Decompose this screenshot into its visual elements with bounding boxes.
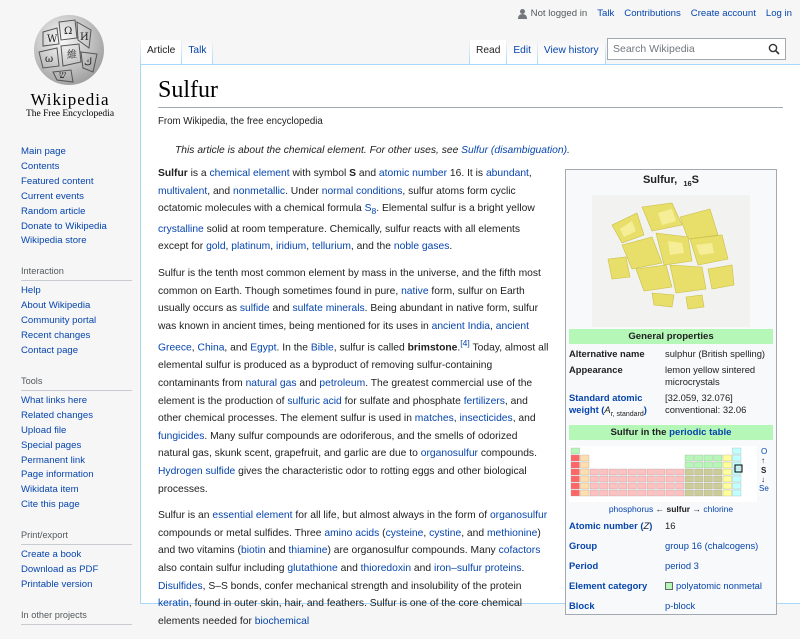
link[interactable]: natural gas bbox=[245, 378, 297, 389]
sidebar-print-item bbox=[21, 548, 140, 563]
ptable-cell bbox=[590, 476, 599, 482]
link[interactable]: thioredoxin bbox=[360, 562, 412, 574]
ptable-left-element[interactable]: phosphorus bbox=[608, 504, 654, 515]
period-label[interactable]: Period bbox=[569, 560, 599, 572]
link[interactable]: glutathione bbox=[287, 562, 338, 574]
ptable-cell bbox=[600, 476, 609, 482]
ptable-cell bbox=[695, 483, 704, 489]
sidebar-nav-link[interactable]: Current events bbox=[21, 190, 84, 202]
period-row bbox=[566, 554, 776, 574]
link[interactable]: gold bbox=[206, 241, 226, 253]
ptable-cell bbox=[704, 483, 713, 489]
sidebar-tools-link[interactable]: Cite this page bbox=[21, 499, 80, 511]
login-link[interactable]: Log in bbox=[765, 8, 792, 19]
svg-text:維: 維 bbox=[67, 50, 77, 61]
sidebar-interaction-link[interactable]: About Wikipedia bbox=[21, 300, 91, 312]
atomic-number-z: Z bbox=[643, 520, 650, 532]
sidebar-print-item bbox=[21, 563, 140, 578]
alt-name-row bbox=[566, 346, 776, 362]
sidebar-tools-item bbox=[21, 394, 140, 409]
atomic-weight-range: [32.059, 32.076] bbox=[665, 392, 733, 404]
ptable-cell bbox=[657, 490, 666, 496]
sidebar-interaction-link[interactable]: Help bbox=[21, 285, 41, 297]
ptable-cell bbox=[609, 476, 618, 482]
ptable-cell bbox=[581, 490, 590, 496]
paragraph: Sulfur is a chemical element with symbol S and atomic number 16. It is abundant, multivalent, and nonmetallic. Under normal conditions, sulfur atoms form cyclic octatomic molecules with a chemical formula $S_8$. Elemental sulfur is a bright yellow crystalline solid at room temperature. Chemically, sulfur reacts with all elements except for gold, platinum, iridium, tellurium, and the noble gases. bbox=[158, 168, 535, 253]
sidebar-interaction-item bbox=[21, 299, 140, 314]
infobox-title-sub: 16 bbox=[683, 179, 692, 189]
sidebar-nav-item bbox=[21, 234, 140, 249]
ptable-cell bbox=[685, 476, 694, 482]
link[interactable]: fertilizers bbox=[463, 395, 505, 407]
ptable-cell bbox=[704, 455, 713, 461]
periodic-table-link[interactable]: periodic table bbox=[669, 427, 732, 439]
ptable-right-arrow: → bbox=[692, 504, 701, 515]
link[interactable]: multivalent bbox=[158, 185, 208, 197]
tab-article[interactable]: Article bbox=[141, 40, 181, 65]
ptable-up-element[interactable]: O bbox=[761, 447, 768, 457]
link[interactable]: essential element bbox=[212, 510, 293, 522]
ptable-cell bbox=[657, 469, 666, 475]
ptable-cell bbox=[647, 490, 656, 496]
ptable-cell bbox=[600, 483, 609, 489]
sidebar-print-list bbox=[21, 548, 140, 593]
svg-text:И: И bbox=[80, 32, 89, 43]
ptable-cell bbox=[666, 490, 675, 496]
link[interactable]: biochemical bbox=[254, 615, 310, 627]
ptable-cell bbox=[628, 490, 637, 496]
ptable-cell bbox=[657, 483, 666, 489]
ptable-cell bbox=[609, 483, 618, 489]
ptable-cell bbox=[695, 455, 704, 461]
ptable-down-arrow: ↓ bbox=[761, 475, 765, 485]
sulfur-image[interactable] bbox=[592, 195, 750, 327]
atomic-weight-label-a: A bbox=[604, 404, 611, 416]
ptable-cell bbox=[647, 483, 656, 489]
sidebar-print-link[interactable]: Create a book bbox=[21, 549, 82, 561]
link[interactable]: platinum bbox=[231, 241, 271, 253]
ptable-cell bbox=[571, 476, 580, 482]
periodic-table-heading bbox=[569, 425, 773, 440]
namespace-tabs bbox=[140, 40, 213, 65]
appearance-row bbox=[566, 362, 776, 390]
create-account-link[interactable]: Create account bbox=[690, 8, 756, 19]
logo-tagline: The Free Encyclopedia bbox=[25, 109, 115, 119]
sidebar-tools-link[interactable]: Special pages bbox=[21, 439, 82, 451]
ptable-cell bbox=[676, 469, 685, 475]
ptable-cell bbox=[638, 476, 647, 482]
not-logged-in bbox=[517, 8, 588, 19]
ptable-cell bbox=[628, 483, 637, 489]
hatnote bbox=[175, 145, 570, 156]
ptable-cell bbox=[733, 483, 742, 489]
sidebar-tools-item bbox=[21, 483, 140, 498]
category-row bbox=[566, 574, 776, 594]
ptable-cell bbox=[600, 490, 609, 496]
atomic-number-value: 16 bbox=[665, 520, 676, 532]
tab-talk[interactable]: Talk bbox=[182, 40, 212, 65]
sidebar-tools-link[interactable]: Related changes bbox=[21, 409, 94, 421]
appearance-value: lemon yellow sintered microcrystals bbox=[665, 364, 756, 388]
ptable-cell bbox=[685, 469, 694, 475]
link[interactable]: atomic number bbox=[378, 168, 448, 179]
ptable-cell bbox=[600, 469, 609, 475]
sidebar-interaction-item bbox=[21, 284, 140, 299]
link[interactable]: ancient Greece bbox=[158, 320, 529, 354]
ptable-cell bbox=[704, 476, 713, 482]
ptable-cell bbox=[733, 448, 742, 454]
sidebar-tools-item bbox=[21, 468, 140, 483]
ptable-cell bbox=[638, 469, 647, 475]
content-area bbox=[140, 64, 800, 627]
atomic-number-label-text: Atomic number bbox=[569, 520, 638, 532]
sidebar-interaction-link[interactable]: Recent changes bbox=[21, 330, 91, 342]
link[interactable]: keratin bbox=[158, 598, 189, 610]
ptable-cell bbox=[714, 490, 723, 496]
group-value[interactable]: group 16 (chalcogens) bbox=[665, 540, 759, 552]
sidebar-nav-item bbox=[21, 220, 140, 235]
ptable-cell bbox=[647, 476, 656, 482]
ptable-cell bbox=[590, 490, 599, 496]
link[interactable]: organosulfur bbox=[420, 448, 478, 460]
sidebar-tools-link[interactable]: Permanent link bbox=[21, 454, 85, 466]
atomic-number-row bbox=[566, 516, 776, 534]
link[interactable]: biotin bbox=[240, 545, 266, 557]
sidebar-interaction-item bbox=[21, 329, 140, 344]
sidebar-nav-link[interactable]: Main page bbox=[21, 146, 66, 157]
ptable-cell bbox=[571, 462, 580, 468]
sidebar-nav-link[interactable]: Random article bbox=[21, 205, 86, 217]
sidebar-heading-interaction: Interaction bbox=[21, 262, 132, 281]
sidebar-print bbox=[0, 526, 140, 593]
sidebar-nav-item bbox=[21, 160, 140, 175]
article-body bbox=[158, 165, 550, 639]
ptable-cell bbox=[609, 469, 618, 475]
appearance-label: Appearance bbox=[569, 364, 623, 376]
sidebar-tools-item bbox=[21, 454, 140, 469]
link[interactable]: Hydrogen sulfide bbox=[158, 465, 236, 477]
link[interactable]: iron–sulfur proteins bbox=[433, 562, 522, 574]
link[interactable]: Disulfides bbox=[158, 580, 203, 592]
svg-text:Ω: Ω bbox=[64, 26, 73, 37]
link[interactable]: $S_8$ bbox=[364, 203, 377, 217]
sidebar bbox=[0, 140, 140, 638]
ptable-cell bbox=[685, 455, 694, 461]
ptable-cell bbox=[619, 490, 628, 496]
ptable-cell bbox=[723, 455, 732, 461]
ptable-cell bbox=[647, 469, 656, 475]
ptable-cell bbox=[676, 490, 685, 496]
link[interactable]: abundant bbox=[485, 168, 529, 179]
periodic-table-heading-text: Sulfur in the bbox=[610, 427, 670, 439]
ptable-cell bbox=[571, 448, 580, 454]
ptable-cell bbox=[676, 483, 685, 489]
ptable-cell bbox=[638, 483, 647, 489]
ptable-cell bbox=[733, 490, 742, 496]
ptable-current-element: S bbox=[761, 466, 767, 476]
not-logged-in-label: Not logged in bbox=[530, 8, 588, 19]
ptable-cell bbox=[581, 469, 590, 475]
ptable-down-element[interactable]: Se bbox=[759, 484, 769, 494]
personal-tools bbox=[517, 8, 792, 19]
link[interactable]: methionine bbox=[486, 527, 538, 539]
ptable-cell bbox=[723, 476, 732, 482]
ptable-cell bbox=[666, 476, 675, 482]
hatnote-link[interactable]: Sulfur (disambiguation) bbox=[461, 145, 568, 156]
talk-link[interactable]: Talk bbox=[597, 8, 615, 19]
block-value[interactable]: p-block bbox=[665, 600, 696, 612]
sidebar-print-item bbox=[21, 578, 140, 593]
link[interactable]: iridium bbox=[275, 241, 307, 253]
link[interactable]: insecticides bbox=[459, 413, 513, 425]
svg-text:ω: ω bbox=[45, 54, 54, 65]
atomic-weight-label-end: ) bbox=[643, 404, 647, 416]
ptable-cell bbox=[723, 469, 732, 475]
svg-text:ש: ש bbox=[59, 70, 67, 81]
periodic-table-mini[interactable] bbox=[569, 446, 773, 502]
sidebar-tools-link[interactable]: What links here bbox=[21, 394, 88, 406]
link[interactable]: matches bbox=[414, 413, 454, 425]
atomic-weight-row bbox=[566, 390, 776, 423]
period-value[interactable]: period 3 bbox=[665, 560, 699, 572]
sidebar-heading-other: In other projects bbox=[21, 606, 132, 625]
search-icon[interactable] bbox=[768, 43, 780, 55]
ptable-center-element: sulfur bbox=[666, 504, 691, 515]
link[interactable]: native bbox=[401, 285, 429, 297]
ptable-cell bbox=[695, 462, 704, 468]
link[interactable]: nonmetallic bbox=[232, 185, 286, 197]
globe-icon bbox=[31, 10, 107, 88]
block-label[interactable]: Block bbox=[569, 600, 595, 612]
sidebar-tools-item bbox=[21, 498, 140, 513]
sidebar-tools-item bbox=[21, 409, 140, 424]
search-placeholder: Search Wikipedia bbox=[613, 43, 695, 55]
wikipedia-logo[interactable] bbox=[0, 0, 140, 130]
periodic-table-widget bbox=[566, 442, 776, 516]
contributions-link[interactable]: Contributions bbox=[624, 8, 681, 19]
ptable-cell bbox=[581, 462, 590, 468]
ptable-cell bbox=[695, 476, 704, 482]
user-icon bbox=[517, 8, 528, 19]
link[interactable]: sulfide bbox=[239, 303, 270, 315]
sidebar-print-link[interactable]: Printable version bbox=[21, 578, 93, 590]
ptable-cell bbox=[714, 469, 723, 475]
sidebar-interaction-item bbox=[21, 344, 140, 359]
ptable-cell bbox=[571, 483, 580, 489]
ptable-cell bbox=[666, 483, 675, 489]
sidebar-tools-link[interactable]: Page information bbox=[21, 469, 94, 481]
ptable-cell bbox=[685, 490, 694, 496]
ptable-cell bbox=[695, 490, 704, 496]
ptable-cell bbox=[704, 469, 713, 475]
category-value[interactable]: polyatomic nonmetal bbox=[676, 580, 762, 592]
sidebar-tools-item bbox=[21, 439, 140, 454]
alt-name-value: sulphur (British spelling) bbox=[665, 348, 766, 360]
link[interactable]: cystine bbox=[429, 527, 462, 539]
link[interactable]: organosulfur bbox=[489, 510, 548, 522]
atomic-weight-label[interactable] bbox=[569, 392, 665, 421]
infobox-title-symbol: S bbox=[691, 174, 700, 186]
link[interactable]: Bible bbox=[310, 342, 334, 354]
ptable-cell bbox=[723, 483, 732, 489]
atomic-weight-conventional: conventional: 32.06 bbox=[665, 404, 747, 416]
sidebar-tools bbox=[0, 372, 140, 513]
logo-wordmark: Wikipedia bbox=[30, 90, 110, 109]
search-input[interactable] bbox=[607, 38, 786, 60]
link[interactable]: ancient India bbox=[431, 320, 490, 332]
link[interactable]: chemical element bbox=[209, 168, 290, 179]
view-tabs bbox=[469, 40, 606, 65]
site-sub: From Wikipedia, the free encyclopedia bbox=[158, 116, 323, 127]
ptable-cell bbox=[657, 476, 666, 482]
ptable-cell bbox=[619, 476, 628, 482]
ptable-cell bbox=[714, 476, 723, 482]
sidebar-tools-list bbox=[21, 394, 140, 513]
ptable-cell bbox=[619, 483, 628, 489]
ptable-left-arrow: ← bbox=[655, 504, 665, 515]
ptable-cell bbox=[733, 455, 742, 461]
tab-edit[interactable]: Edit bbox=[507, 40, 537, 65]
sidebar-nav-link[interactable]: Contents bbox=[21, 160, 60, 172]
sidebar-interaction-item bbox=[21, 314, 140, 329]
ptable-cell bbox=[609, 490, 618, 496]
sidebar-nav-item bbox=[21, 205, 140, 220]
sidebar-nav-item bbox=[21, 145, 140, 160]
ptable-cell bbox=[714, 483, 723, 489]
hatnote-end: . bbox=[567, 145, 570, 156]
alt-name-label: Alternative name bbox=[569, 348, 645, 360]
ptable-cell bbox=[581, 483, 590, 489]
atomic-number-label[interactable]: Atomic number (Z) bbox=[569, 520, 653, 532]
category-swatch bbox=[665, 582, 673, 590]
ptable-cell bbox=[581, 455, 590, 461]
sidebar-navigation bbox=[0, 145, 140, 249]
sidebar-nav-link[interactable]: Donate to Wikipedia bbox=[21, 220, 107, 232]
sidebar-nav-item bbox=[21, 175, 140, 190]
group-label[interactable]: Group bbox=[569, 540, 598, 552]
ptable-cell bbox=[733, 476, 742, 482]
page-title: Sulfur bbox=[158, 77, 783, 108]
svg-text:W: W bbox=[47, 34, 58, 45]
link[interactable]: tellurium bbox=[312, 241, 351, 253]
ptable-cell bbox=[638, 490, 647, 496]
link[interactable]: thiamine bbox=[288, 545, 328, 557]
ptable-cell bbox=[714, 462, 723, 468]
sidebar-nav-link[interactable]: Wikipedia store bbox=[21, 235, 87, 247]
category-label[interactable]: Element category bbox=[569, 580, 648, 592]
link[interactable]: crystalline bbox=[158, 223, 204, 235]
ptable-cell bbox=[571, 455, 580, 461]
link[interactable]: cysteine bbox=[385, 527, 424, 539]
link[interactable]: petroleum bbox=[319, 378, 366, 389]
link[interactable]: amino acids bbox=[324, 527, 380, 539]
link[interactable]: cofactors bbox=[498, 545, 541, 557]
atomic-weight-label-sub: r, standard bbox=[610, 411, 644, 419]
ptable-cell bbox=[704, 490, 713, 496]
link[interactable]: Egypt bbox=[250, 342, 277, 354]
ptable-cell bbox=[590, 469, 599, 475]
group-row bbox=[566, 534, 776, 554]
link[interactable]: fungicides bbox=[158, 430, 205, 442]
link[interactable]: China bbox=[197, 342, 225, 354]
sidebar-nav-list bbox=[21, 145, 140, 249]
periodic-table-caption bbox=[569, 504, 773, 514]
atomic-weight-label-2: weight ( bbox=[569, 404, 605, 416]
sidebar-nav-link[interactable]: Featured content bbox=[21, 175, 94, 187]
link[interactable]: sulfate minerals bbox=[292, 303, 365, 315]
ptable-cell bbox=[676, 476, 685, 482]
sidebar-heading-print: Print/export bbox=[21, 526, 132, 545]
ptable-cell bbox=[581, 476, 590, 482]
ptable-cell bbox=[685, 462, 694, 468]
atomic-weight-label-1: Standard atomic bbox=[569, 392, 643, 404]
sidebar-tools-link[interactable]: Upload file bbox=[21, 424, 67, 436]
general-properties-heading: General properties bbox=[569, 329, 773, 344]
tab-view-history[interactable]: View history bbox=[538, 40, 605, 65]
ptable-cell bbox=[666, 469, 675, 475]
link[interactable]: sulfuric acid bbox=[287, 395, 342, 407]
ptable-cell bbox=[619, 469, 628, 475]
paragraph: Sulfur is the tenth most common element by mass in the universe, and the fifth most common on Earth. Though sometimes found in pure, native form, sulfur on Earth usually occurs as sulfide and sulfate minerals. Being abundant in native form, sulfur was known in ancient times, being mentioned for its uses in ancient India, ancient Greece, China, and Egypt. In the Bible, sulfur is called brimstone.[4] Today, almost all elemental sulfur is produced as a byproduct of removing sulfur-containing contaminants from natural gas and petroleum. The greatest commercial use of the element is the production of sulfuric acid for sulfate and phosphate fertilizers, and other chemical processes. The element sulfur is used in matches, insecticides, and fungicides. Many sulfur compounds are odoriferous, and the smells of odorized natural gas, skunk scent, grapefruit, and garlic are due to organosulfur compounds. Hydrogen sulfide gives the characteristic odor to rotting eggs and other biological processes. bbox=[158, 268, 549, 495]
sidebar-heading-tools: Tools bbox=[21, 372, 132, 391]
sidebar-print-link[interactable]: Download as PDF bbox=[21, 564, 99, 576]
category-value-wrap bbox=[665, 580, 773, 592]
ptable-cell bbox=[723, 462, 732, 468]
tab-read[interactable]: Read bbox=[470, 40, 506, 65]
sidebar-nav-item bbox=[21, 190, 140, 205]
sidebar-other-projects bbox=[0, 606, 140, 625]
paragraph: Sulfur is an essential element for all life, but almost always in the form of organosulfur compounds or metal sulfides. Three amino acids (cysteine, cystine, and methionine) and two vitamins (biotin and thiamine) are organosulfur compounds. Many cofactors also contain sulfur including glutathione and thioredoxin and iron–sulfur proteins. Disulfides, S–S bonds, confer mechanical strength and insolubility of the protein keratin, found in outer skin, hair, and feathers. Sulfur is one of the core chemical elements needed for biochemical bbox=[158, 510, 548, 627]
ptable-cell bbox=[628, 476, 637, 482]
sidebar-tools-item bbox=[21, 424, 140, 439]
ptable-right-element[interactable]: chlorine bbox=[703, 504, 734, 515]
ptable-cell bbox=[628, 469, 637, 475]
block-row bbox=[566, 594, 776, 614]
link[interactable]: normal conditions bbox=[321, 185, 403, 197]
sidebar-interaction bbox=[0, 262, 140, 359]
ptable-cell bbox=[723, 490, 732, 496]
ptable-cell bbox=[714, 455, 723, 461]
infobox bbox=[565, 169, 777, 615]
link[interactable]: noble gases bbox=[393, 241, 450, 253]
ptable-cell bbox=[685, 483, 694, 489]
hatnote-text: This article is about the chemical element. For other uses, see bbox=[175, 145, 462, 156]
sidebar-interaction-link[interactable]: Contact page bbox=[21, 344, 79, 356]
infobox-title bbox=[566, 170, 776, 194]
infobox-title-text: Sulfur, bbox=[642, 174, 678, 186]
ptable-cell bbox=[571, 469, 580, 475]
sidebar-tools-link[interactable]: Wikidata item bbox=[21, 484, 79, 496]
sidebar-interaction-link[interactable]: Community portal bbox=[21, 315, 97, 327]
sidebar-interaction-list bbox=[21, 284, 140, 359]
atomic-weight-value bbox=[665, 392, 773, 421]
citation[interactable]: [4] bbox=[460, 338, 470, 349]
svg-text:ك: ك bbox=[84, 57, 93, 68]
ptable-up-arrow: ↑ bbox=[761, 456, 765, 466]
ptable-cell bbox=[590, 483, 599, 489]
ptable-cell bbox=[571, 490, 580, 496]
ptable-cell bbox=[704, 462, 713, 468]
ptable-cell bbox=[695, 469, 704, 475]
